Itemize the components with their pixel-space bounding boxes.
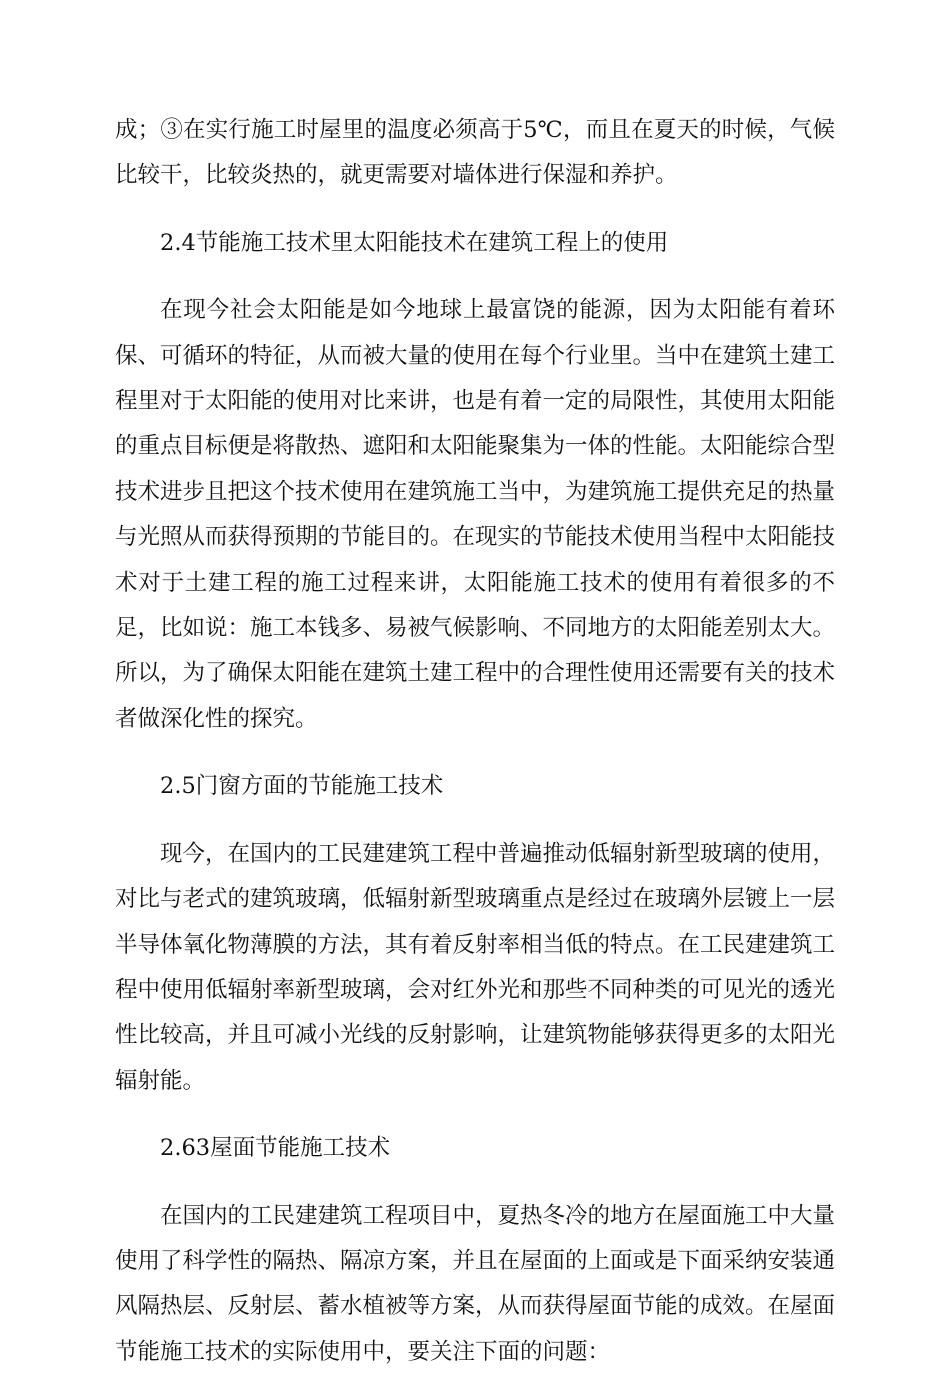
section-solar xyxy=(115,221,835,742)
section-heading-solar: 2.4节能施工技术里太阳能技术在建筑工程上的使用 xyxy=(160,229,669,256)
section-doors-windows xyxy=(115,764,835,1104)
section-heading-roof: 2.63屋面节能施工技术 xyxy=(160,1135,391,1162)
section-roof xyxy=(115,1126,835,1375)
continuation-paragraph: 成；③在实行施工时屋里的温度必须高于5℃，而且在夏天的时候，气候比较干，比较炎热的，就更需要对墙体进行保湿和养护。 xyxy=(115,117,835,189)
document-page xyxy=(115,108,835,1375)
section-body-solar: 在现今社会太阳能是如今地球上最富饶的能源，因为太阳能有着环保、可循环的特征，从而被大量的使用在每个行业里。当中在建筑土建工程里对于太阳能的使用对比来讲，也是有着一定的局限性，其使用太阳能的重点目标便是将散热、遮阳和太阳能聚集为一体的性能。太阳能综合型技术进步且把这个技术使用在建筑施工当中，为建筑施工提供充足的热量与光照从而获得预期的节能目的。在现实的节能技术使用当程中太阳能技术对于土建工程的施工过程来讲，太阳能施工技术的使用有着很多的不足，比如说：施工本钱多、易被气候影响、不同地方的太阳能差别太大。所以，为了确保太阳能在建筑土建工程中的合理性使用还需要有关的技术者做深化性的探究。 xyxy=(115,297,836,732)
section-heading-doors-windows: 2.5门窗方面的节能施工技术 xyxy=(160,773,444,800)
section-body-doors-windows: 现今，在国内的工民建建筑工程中普遍推动低辐射新型玻璃的使用，对比与老式的建筑玻璃，低辐射新型玻璃重点是经过在玻璃外层镀上一层半导体氧化物薄膜的方法，其有着反射率相当低的特点。在工民建建筑工程中使用低辐射率新型玻璃，会对红外光和那些不同种类的可见光的透光性比较高，并且可减小光线的反射影响，让建筑物能够获得更多的太阳光辐射能。 xyxy=(115,840,836,1094)
section-body-roof: 在国内的工民建建筑工程项目中，夏热冬冷的地方在屋面施工中大量使用了科学性的隔热、隔凉方案，并且在屋面的上面或是下面采纳安装通风隔热层、反射层、蓄水植被等方案，从而获得屋面节能的成效。在屋面节能施工技术的实际使用中，要关注下面的问题： xyxy=(115,1202,836,1365)
